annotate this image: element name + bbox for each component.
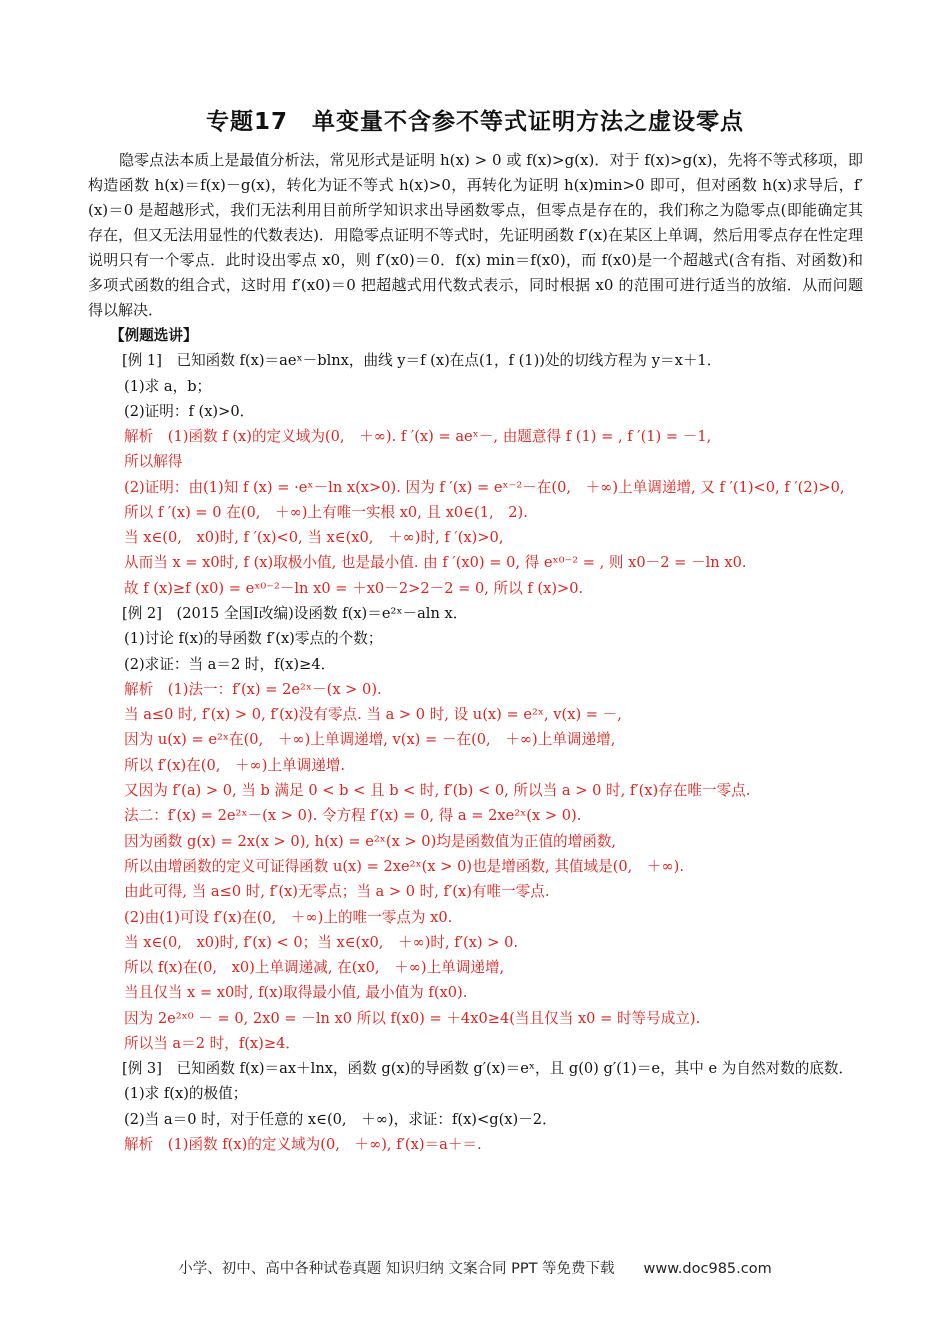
solution-line: 当且仅当 x = x0时, f(x)取得最小值, 最小值为 f(x0). bbox=[124, 984, 468, 1002]
solution-line: 所以由增函数的定义可证得函数 u(x) = 2xe²ˣ(x > 0)也是增函数, 其值域是(0, ＋∞). bbox=[124, 857, 684, 875]
problem-line: (2)证明：f (x)>0． bbox=[124, 402, 255, 420]
footer: 小学、初中、高中各种试卷真题 知识归纳 文案合同 PPT 等免费下载 www.doc985.com bbox=[178, 1261, 772, 1277]
solution-line: 所以 f′(x)在(0, ＋∞)上单调递增. bbox=[124, 756, 346, 774]
solution-line: 由此可得, 当 a≤0 时, f′(x)无零点；当 a > 0 时, f′(x)有唯一零点. bbox=[124, 883, 550, 901]
solution-line: 当 x∈(0, x0)时, f ′(x)<0, 当 x∈(x0, ＋∞)时, f ′(x)>0, bbox=[124, 529, 504, 547]
solution-line: 当 a≤0 时, f′(x) > 0, f′(x)没有零点. 当 a > 0 时, 设 u(x) = e²ˣ, v(x) = －, bbox=[124, 706, 622, 724]
example-heading: [例 1] 已知函数 f(x)＝aeˣ－blnx，曲线 y＝f (x)在点(1，f (1))处的切线方程为 y＝x＋1． bbox=[122, 352, 722, 370]
solution-line: 所以 f(x)在(0, x0)上单调递减, 在(x0, ＋∞)上单调递增, bbox=[124, 959, 505, 977]
solution-line: 故 f (x)≥f (x0) = eˣ⁰⁻²－ln x0 = ＋x0－2>2－2 = 0, 所以 f (x)>0. bbox=[124, 579, 584, 597]
section-heading: 【例题选讲】 bbox=[110, 327, 198, 344]
solution-line: 当 x∈(0, x0)时, f′(x) < 0；当 x∈(x0, ＋∞)时, f′(x) > 0. bbox=[124, 933, 519, 951]
problem-line: (1)讨论 f(x)的导函数 f′(x)零点的个数； bbox=[124, 630, 383, 648]
problem-line: (1)求 f(x)的极值； bbox=[124, 1085, 248, 1103]
problem-line: (2)求证：当 a＝2 时，f(x)≥4． bbox=[124, 655, 336, 673]
solution-line: (2)证明：由(1)知 f (x) = ·eˣ－ln x(x>0). 因为 f ′(x) = eˣ⁻²－在(0, ＋∞)上单调递增, 又 f ′(1)<0, f ′(2)>0, bbox=[124, 478, 845, 496]
intro-paragraph: 隐零点法本质上是最值分析法，常见形式是证明 h(x) > 0 或 f(x)>g(x)．对于 f(x)>g(x)，先将不等式移项，即构造函数 h(x)＝f(x)－g(x)，转化为证不等式 h(x)>0，再转化为证明 h(x)min>0 即可，但对函数 h(x)求导后，f′(x)＝0 是超越形式，我们无法利用目前所学知识求出导函数零点，但零点是存在的，我们称之为隐零点(即能确定其存在，但又无法用显性的代数表达)．用隐零点证明不等式时，先证明函数 f′(x)在某区上单调，然后用零点存在性定理说明只有一个零点．此时设出零点 x0，则 f′(x0)＝0．f(x) min＝f(x0)，而 f(x0)是一个超越式(含有指、对函数)和多项式函数的组合式，这时用 f′(x0)＝0 把超越式用代数式表示，同时根据 x0 的范围可进行适当的放缩．从而问题得以解决． bbox=[88, 151, 863, 319]
example-heading: [例 3] 已知函数 f(x)＝ax＋lnx，函数 g(x)的导函数 g′(x)＝eˣ，且 g(0) g′(1)＝e，其中 e 为自然对数的底数． bbox=[122, 1060, 854, 1078]
solution-line: 从而当 x = x0时, f (x)取极小值, 也是最小值. 由 f ′(x0) = 0, 得 eˣ⁰⁻² = , 则 x0－2 = －ln x0. bbox=[124, 554, 747, 572]
solution-line: 所以 f ′(x) = 0 在(0, ＋∞)上有唯一实根 x0, 且 x0∈(1, 2). bbox=[124, 503, 528, 521]
problem-line: (1)求 a，b； bbox=[124, 377, 212, 395]
solution-line: 又因为 f′(a) > 0, 当 b 满足 0 < b < 且 b < 时, f′(b) < 0, 所以当 a > 0 时, f′(x)存在唯一零点. bbox=[124, 782, 751, 800]
solution-line: 所以解得 bbox=[124, 453, 183, 471]
solution-line: 解析 (1)函数 f (x)的定义域为(0, ＋∞). f ′(x) = aeˣ－, 由题意得 f (1) = , f ′(1) = －1, bbox=[124, 428, 712, 446]
page-title: 专题17 单变量不含参不等式证明方法之虚设零点 bbox=[205, 109, 744, 135]
solution-line: 所以当 a＝2 时，f(x)≥4． bbox=[124, 1035, 300, 1053]
solution-line: 因为 u(x) = e²ˣ在(0, ＋∞)上单调递增, v(x) = －在(0, ＋∞)上单调递增, bbox=[124, 731, 616, 749]
solution-line: 因为函数 g(x) = 2x(x > 0), h(x) = e²ˣ(x > 0)均是函数值为正值的增函数, bbox=[124, 832, 617, 850]
solution-line: 解析 (1)法一：f′(x) = 2e²ˣ－(x > 0). bbox=[124, 680, 382, 698]
problem-line: (2)当 a＝0 时，对于任意的 x∈(0, ＋∞)，求证：f(x)<g(x)－2． bbox=[124, 1110, 557, 1128]
solution-line: 法二：f′(x) = 2e²ˣ－(x > 0). 令方程 f′(x) = 0, 得 a = 2xe²ˣ(x > 0). bbox=[124, 807, 582, 825]
solution-line: (2)由(1)可设 f′(x)在(0, ＋∞)上的唯一零点为 x0. bbox=[124, 908, 453, 926]
solution-line: 因为 2e²ˣ⁰ － = 0, 2x0 = －ln x0 所以 f(x0) = ＋4x0≥4(当且仅当 x0 = 时等号成立). bbox=[124, 1009, 701, 1027]
example-heading: [例 2] (2015 全国Ⅰ改编)设函数 f(x)＝e²ˣ－aln x． bbox=[122, 604, 468, 622]
solution-line: 解析 (1)函数 f(x)的定义域为(0, ＋∞), f′(x)＝a＋＝. bbox=[124, 1135, 482, 1153]
content-lines bbox=[110, 323, 864, 1157]
